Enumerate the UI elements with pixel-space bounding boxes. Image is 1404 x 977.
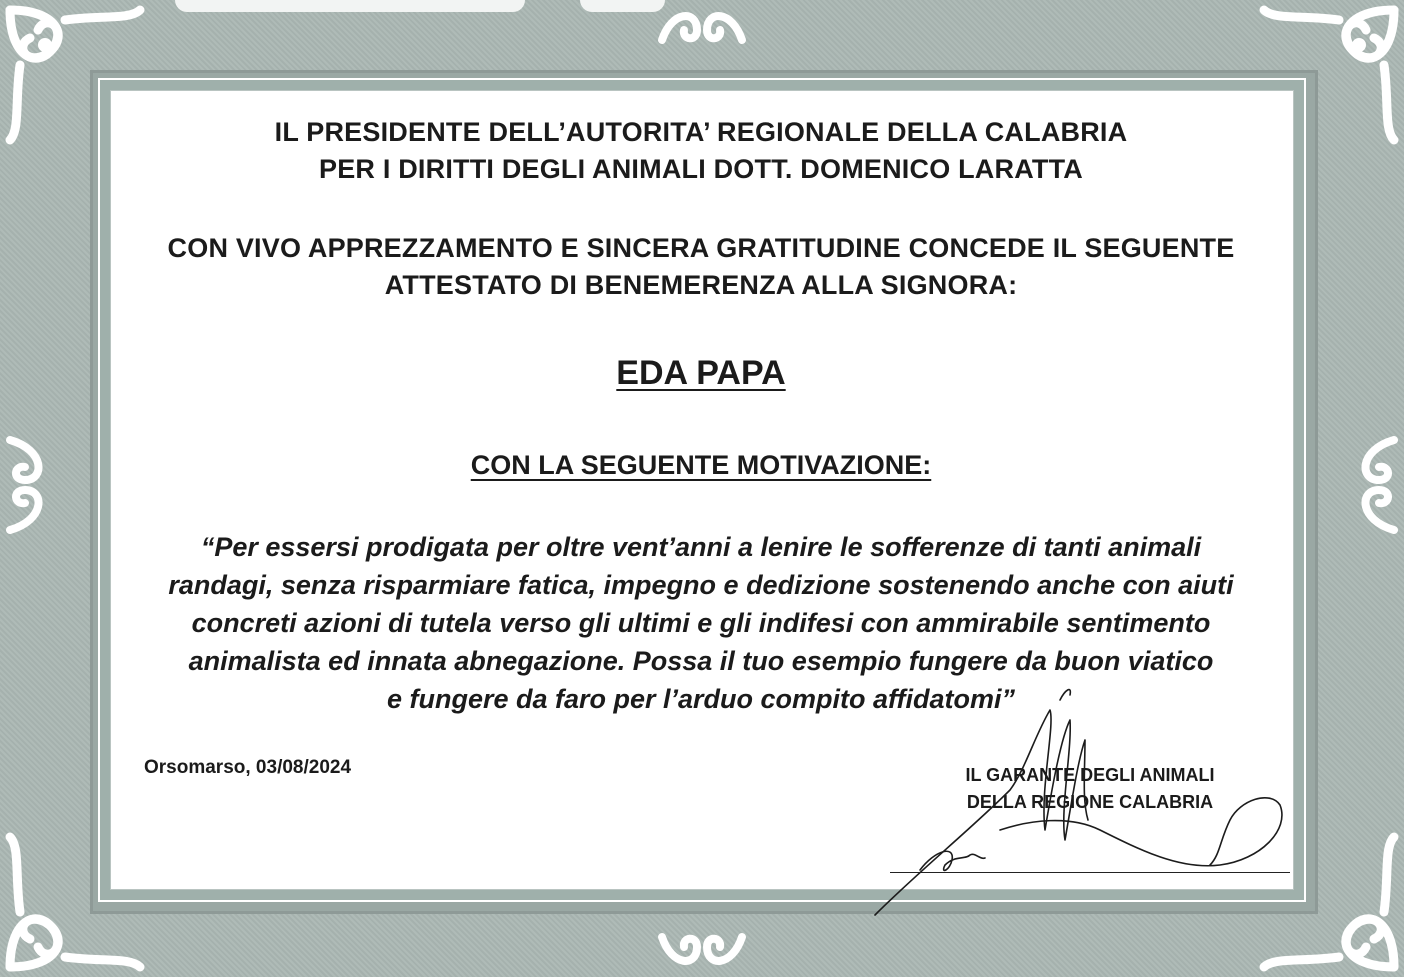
signer-line: IL GARANTE DEGLI ANIMALI xyxy=(965,765,1215,785)
edge-ornament-bottom-icon xyxy=(652,927,752,977)
concession-statement xyxy=(110,230,1292,304)
motivation-heading-text: CON LA SEGUENTE MOTIVAZIONE: xyxy=(470,450,932,480)
edge-ornament-right-icon xyxy=(1344,430,1404,540)
motivation-heading xyxy=(110,450,1292,481)
edge-ornament-top-icon xyxy=(652,0,752,50)
signer-line: DELLA REGIONE CALABRIA xyxy=(966,792,1214,812)
scan-edge-artifact xyxy=(175,0,525,12)
edge-ornament-left-icon xyxy=(0,430,60,540)
motivation-line: e fungere da faro per l’arduo compito affidatomi” xyxy=(386,684,1016,714)
signature-mark xyxy=(860,680,1300,920)
authority-heading xyxy=(110,114,1292,188)
motivation-line: animalista ed innata abnegazione. Possa il tuo esempio fungere da buon viatico xyxy=(188,646,1214,676)
concession-line: CON VIVO APPREZZAMENTO E SINCERA GRATITUDINE CONCEDE IL SEGUENTE xyxy=(167,233,1235,263)
authority-line: IL PRESIDENTE DELL’AUTORITA’ REGIONALE DELLA CALABRIA xyxy=(274,117,1128,147)
place-date: Orsomarso, 03/08/2024 xyxy=(144,757,352,778)
motivation-line: “Per essersi prodigata per oltre vent’anni a lenire le sofferenze di tanti animali xyxy=(200,532,1202,562)
motivation-line: concreti azioni di tutela verso gli ultimi e gli indifesi con ammirabile sentimento xyxy=(191,608,1211,638)
motivation-line: randagi, senza risparmiare fatica, impegno e dedizione sostenendo anche con aiuti xyxy=(168,570,1234,600)
recipient-name-text: EDA PAPA xyxy=(616,354,786,392)
recipient-name xyxy=(110,354,1292,393)
concession-line: ATTESTATO DI BENEMERENZA ALLA SIGNORA: xyxy=(384,270,1018,300)
authority-line: PER I DIRITTI DEGLI ANIMALI DOTT. DOMENICO LARATTA xyxy=(319,154,1083,184)
